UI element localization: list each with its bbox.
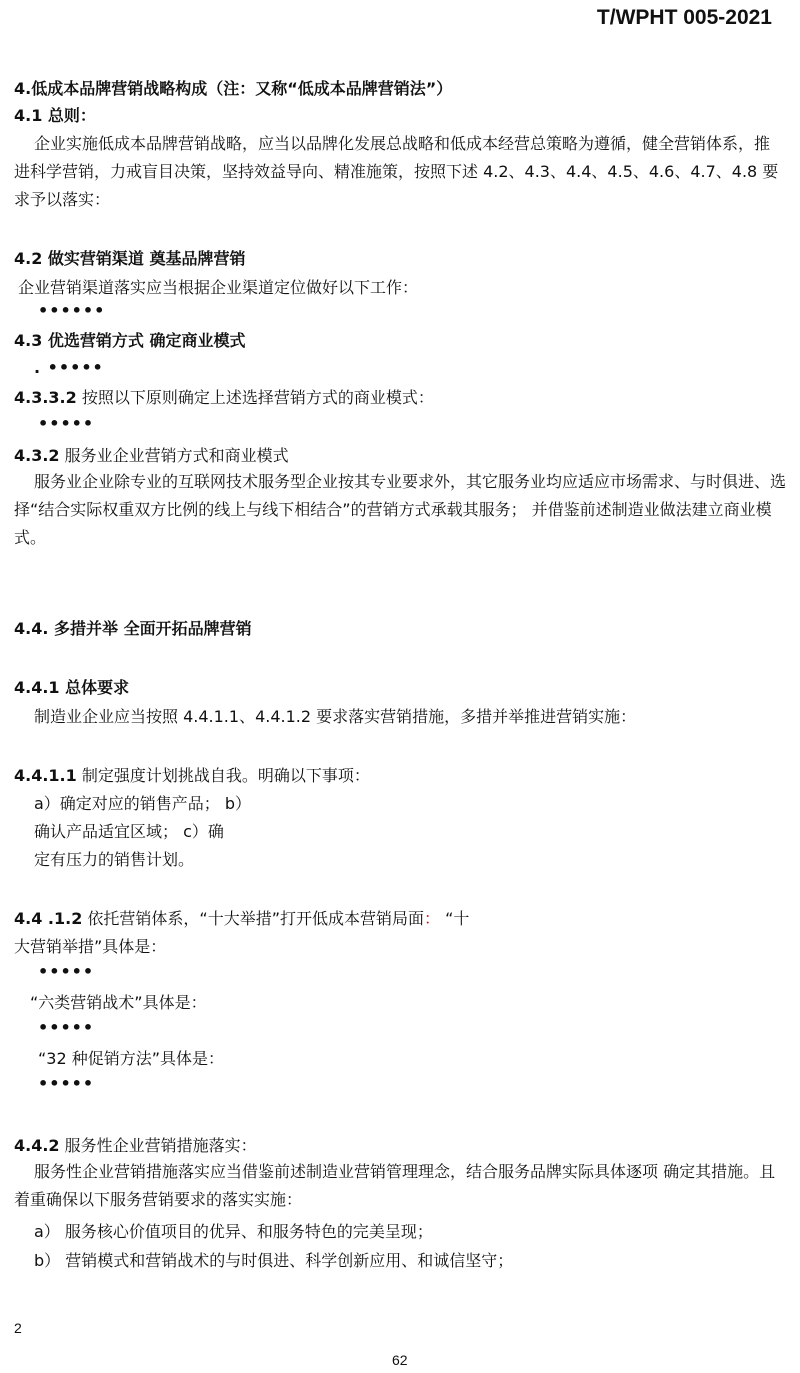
section-4-3-3-2-text: 按照以下原则确定上述选择营销方式的商业模式： — [76, 388, 434, 407]
section-4-4-1-1-number: 4.4.1.1 — [14, 766, 77, 785]
section-4-2-title: 4.2 做实营销渠道 奠基品牌营销 — [14, 249, 246, 268]
document-code: T/WPHT 005-2021 — [596, 6, 772, 29]
section-4-4-1-2-tail: “十 — [440, 909, 470, 928]
section-4-4-1-2-text: 依托营销体系，“十大举措”打开低成本营销局面 — [82, 909, 425, 928]
section-4-1-title: 4.1 总则： — [14, 106, 96, 125]
section-4-4-1-2-line-4: “32 种促销方法”具体是： — [38, 1049, 225, 1068]
page-number: 62 — [392, 1352, 408, 1368]
section-4-4-2-body: 服务性企业营销措施落实应当借鉴前述制造业营销管理理念，结合服务品牌实际具体逐项 确定其措施。且着重确保以下服务营销要求的落实实施： — [14, 1162, 776, 1209]
section-4-3-title: 4.3 优选营销方式 确定商业模式 — [14, 331, 246, 350]
section-4-4-1-1-line-3: 定有压力的销售计划。 — [34, 850, 195, 869]
section-4-4-1-1 — [14, 763, 370, 786]
section-4-4-1-2-ellipsis-3: ••••• — [38, 1074, 95, 1093]
section-4-3-3-2-ellipsis: ••••• — [38, 414, 95, 433]
section-4-4-2-item-b: b） 营销模式和营销战术的与时俱进、科学创新应用、和诚信坚守； — [34, 1251, 514, 1270]
section-4-4-1-2 — [14, 906, 469, 929]
section-4-4-1-title: 4.4.1 总体要求 — [14, 678, 130, 697]
section-4-4-2-item-a: a） 服务核心价值项目的优异、和服务特色的完美呈现； — [34, 1222, 433, 1241]
section-4-4-1-2-ellipsis-1: ••••• — [38, 962, 95, 981]
section-4-3-3-2-number: 4.3.3.2 — [14, 388, 77, 407]
section-4-3-2-number: 4.3.2 — [14, 446, 60, 465]
section-4-4-1-2-colon: ： — [424, 909, 441, 928]
section-4-4-1-2-line-2: 大营销举措”具体是： — [14, 937, 167, 956]
section-4-title: 4.低成本品牌营销战略构成（注：又称“低成本品牌营销法”） — [14, 79, 453, 98]
section-4-1-body: 企业实施低成本品牌营销战略，应当以品牌化发展总战略和低成本经营总策略为遵循，健全营销体系，推进科学营销，力戒盲目决策，坚持效益导向、精准施策，按照下述 4.2、4.3、4.4、4.5、4.6、4.7、4.8 要求予以落实： — [14, 134, 779, 209]
section-4-4-1-2-number: 4.4 .1.2 — [14, 909, 83, 928]
section-4-3-ellipsis: . ••••• — [34, 358, 104, 377]
section-4-4-2-text: 服务性企业营销措施落实： — [59, 1136, 257, 1155]
section-4-4-1-1-line-1: a）确定对应的销售产品； b） — [34, 794, 252, 813]
section-4-3-3-2 — [14, 385, 434, 408]
section-4-4-1-body: 制造业企业应当按照 4.4.1.1、4.4.1.2 要求落实营销措施，多措并举推进营销实施： — [34, 707, 637, 726]
section-4-4-2 — [14, 1133, 257, 1156]
inner-page-number: 2 — [14, 1320, 22, 1336]
section-4-2-body: 企业营销渠道落实应当根据企业渠道定位做好以下工作： — [18, 278, 419, 297]
section-4-4-1-1-text: 制定强度计划挑战自我。明确以下事项： — [76, 766, 370, 785]
section-4-4-1-2-ellipsis-2: ••••• — [38, 1018, 95, 1037]
section-4-4-1-2-line-3: “六类营销战术”具体是： — [30, 993, 207, 1012]
section-4-4-title: 4.4. 多措并举 全面开拓品牌营销 — [14, 619, 252, 638]
section-4-3-2 — [14, 443, 289, 466]
section-4-3-2-text: 服务业企业营销方式和商业模式 — [59, 446, 289, 465]
section-4-4-2-number: 4.4.2 — [14, 1136, 60, 1155]
section-4-3-2-body: 服务业企业除专业的互联网技术服务型企业按其专业要求外，其它服务业均应适应市场需求、与时俱进、选择“结合实际权重双方比例的线上与线下相结合”的营销方式承载其服务； 并借鉴前述制造业做法建立商业模式。 — [14, 472, 787, 547]
section-4-2-ellipsis: •••••• — [38, 301, 106, 320]
section-4-4-1-1-line-2: 确认产品适宜区域； c）确 — [34, 822, 224, 841]
